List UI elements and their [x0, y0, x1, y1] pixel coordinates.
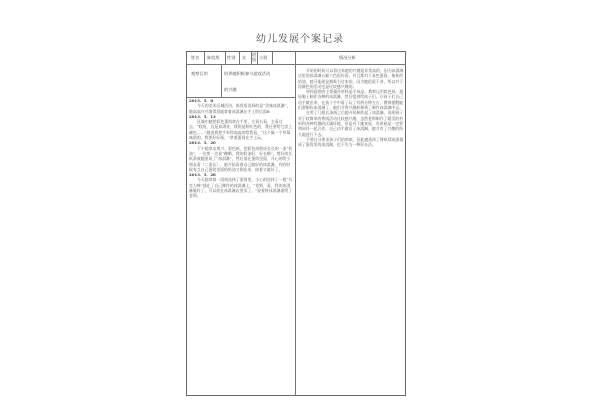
record-text: 今天的美术区域活动，陈欣彤选择的是“美味冰淇淋”，她高高兴兴地得意地拿着冰淇淋在手上给后面B	[189, 103, 291, 114]
observe-value-line1: 培养她积极参与游戏活动	[224, 71, 271, 76]
gender-label: 性别	[227, 55, 236, 60]
record-date: 2013．5．8	[189, 98, 214, 103]
document-title: 幼儿发展个案记录	[256, 34, 344, 45]
observe-label: 观察目的	[191, 71, 208, 76]
observe-value-line2: 的兴趣	[224, 87, 237, 92]
record-date: 2013．5．13	[189, 113, 216, 119]
name-value: 陈欣彤	[207, 55, 220, 60]
class-value: 小班	[259, 55, 268, 60]
header-col-line	[239, 52, 240, 64]
record-text: 今天她拿着一团纸选择了蛋筒里，小心的选择了一根“巧克力棒”插在了自己制作的冰淇淋上，“老师，看，我的冰淇淋做好了，可以放在冰淇淋店里卖了。”说着将冰淇淋递给了老师。	[189, 177, 293, 199]
class-label: 班级	[252, 52, 257, 62]
header-col-line	[225, 52, 226, 64]
main-col-line	[295, 52, 296, 396]
header-divider	[187, 64, 406, 65]
analysis-column	[298, 68, 404, 147]
observe-col-line	[221, 64, 222, 97]
record-date: 2013．5．20	[189, 140, 216, 146]
name-label: 姓名	[191, 55, 200, 60]
analysis-paragraph: 材料提供的主要操作材料是半成品，教师运用彩色纸、超轻黏土制作各种的冰淇淋，然后提供给孩子们，让孩子们自己动手做出来，在孩子手中看了玩了有两分钟左右，教师提醒她们要制作冰淇淋了，她们才将兴趣转移到了制作冰淇淋中去。	[298, 89, 404, 111]
analysis-label: 情况分析	[339, 55, 356, 60]
analysis-paragraph: 不要过分要求孩子们的剪纸，因此她选择了将纸揉成团做成了蛋筒里的冰淇淋，也不失为一种好办法。	[298, 136, 404, 148]
record-table	[186, 51, 406, 396]
header-col-line	[257, 52, 258, 64]
analysis-paragraph: 开始的时候可以看出来她的兴趣是非常高的，因为冰淇淋店里的冰淇淋五颜六色很好看，并且都对于灰色蛋筒、抽象的奶油，她可能就是被吸引过来的，因为她很爱干净，所以对于涂颜色的活动也是比较感兴趣的。	[298, 68, 404, 89]
records-column	[189, 98, 293, 199]
record-date: 2013．5．28	[189, 172, 216, 178]
analysis-paragraph: 在剪了几根长条纸之后她开始制作起了冰淇淋，说明孩子对于较简单的剪纸活动比较感兴趣，虽然老师制作了精美的材料和各种有趣的区域环境，但是对于她来说，有时候是一定要和同伴一起合作，自己动手做出了冰淇淋，她才有了兴趣的持久地进行下去。	[298, 110, 404, 137]
header-col-line	[204, 52, 205, 64]
header-col-line	[272, 52, 273, 64]
record-text: 区域中她把彩色蛋筒拿在手里，左看右看，右看过去，“哎呀，这是真漂亮，我的是粉红色的，我还要给它涂上颜色……”她说着把手举得高高的给我看，“这个像一个草莓味道的，我要好好画，”拿着蛋筒在手上玩。	[189, 119, 293, 141]
gender-value: 女	[242, 55, 247, 60]
record-text: 下午她拿出剪刀、彩色纸，把彩色纸剪成长长的一条“奶油”，一边剪一边说“糖啊，我的奶油好，好长啊”。剪好的长纸条被她团成了“冰淇淋”，然后插在蛋筒里面，开心的给小朋友看（二条长），她开始看着自己做好的冰淇淋，有的时候有点自己蛋筒里面的奶油又倒出来，接着又做好了。	[189, 145, 293, 172]
